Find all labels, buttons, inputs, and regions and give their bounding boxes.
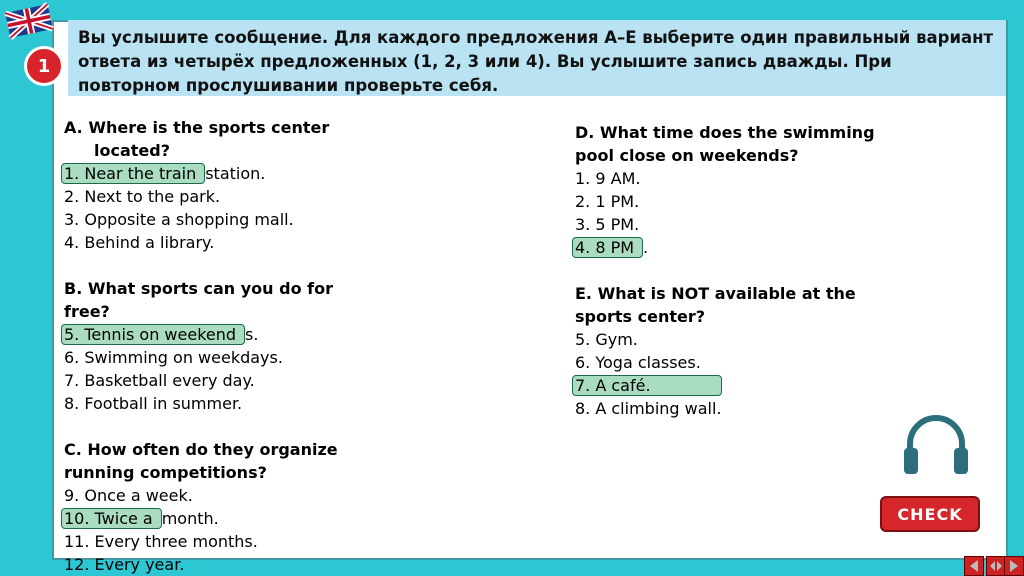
arrow-left-icon bbox=[967, 559, 981, 573]
question-d bbox=[575, 121, 875, 259]
selected-answer-highlight: 10. Twice a bbox=[61, 508, 162, 529]
option-d3[interactable]: 3. 5 PM. bbox=[575, 215, 640, 234]
check-button[interactable]: CHECK bbox=[880, 496, 980, 532]
option-c12[interactable]: 12. Every year. bbox=[64, 555, 185, 574]
option-d4[interactable]: 4. 8 PM . bbox=[575, 236, 875, 259]
option-c10[interactable]: 10. Twice amonth. bbox=[64, 507, 338, 530]
question-a-title: A. Where is the sports center bbox=[64, 118, 330, 137]
question-c-title: C. How often do they organize bbox=[64, 440, 338, 459]
option-c11[interactable]: 11. Every three months. bbox=[64, 532, 258, 551]
question-d-title: D. What time does the swimming bbox=[575, 123, 875, 142]
question-e-title: E. What is NOT available at the bbox=[575, 284, 856, 303]
question-a bbox=[64, 116, 329, 254]
option-a1[interactable]: 1. Near the trainstation. bbox=[64, 162, 329, 185]
nav-home-button[interactable] bbox=[986, 556, 1006, 576]
task-number-badge: 1 bbox=[24, 46, 64, 86]
option-a4[interactable]: 4. Behind a library. bbox=[64, 233, 215, 252]
option-b7[interactable]: 7. Basketball every day. bbox=[64, 371, 255, 390]
option-b8[interactable]: 8. Football in summer. bbox=[64, 394, 243, 413]
option-c9[interactable]: 9. Once a week. bbox=[64, 486, 193, 505]
option-e6[interactable]: 6. Yoga classes. bbox=[575, 353, 701, 372]
nav-next-button[interactable] bbox=[1004, 556, 1024, 576]
option-e8[interactable]: 8. A climbing wall. bbox=[575, 399, 722, 418]
headphones-icon[interactable] bbox=[900, 414, 972, 476]
option-a2[interactable]: 2. Next to the park. bbox=[64, 187, 221, 206]
option-e7[interactable] bbox=[575, 374, 856, 397]
option-b6[interactable]: 6. Swimming on weekdays. bbox=[64, 348, 283, 367]
option-e5[interactable]: 5. Gym. bbox=[575, 330, 638, 349]
selected-answer-highlight: 7. A café. bbox=[572, 375, 722, 396]
selected-answer-highlight: 5. Tennis on weekend bbox=[61, 324, 245, 345]
question-b-title: B. What sports can you do for bbox=[64, 279, 333, 298]
question-b bbox=[64, 277, 333, 415]
selected-answer-highlight: 1. Near the train bbox=[61, 163, 205, 184]
selected-answer-highlight: 4. 8 PM bbox=[572, 237, 643, 258]
option-d1[interactable]: 1. 9 AM. bbox=[575, 169, 641, 188]
nav-prev-button[interactable] bbox=[964, 556, 984, 576]
instruction-text: Вы услышите сообщение. Для каждого предложения А–Е выберите один правильный вариант ответа из четырёх предложенных (1, 2, 3 или 4). Вы услышите запись дважды. При повторном прослушивании проверьте себя. bbox=[68, 20, 1006, 96]
question-e-title-cont: sports center? bbox=[575, 307, 705, 326]
option-d2[interactable]: 2. 1 PM. bbox=[575, 192, 640, 211]
question-c-title-cont: running competitions? bbox=[64, 463, 267, 482]
option-a3[interactable]: 3. Opposite a shopping mall. bbox=[64, 210, 294, 229]
question-d-title-cont: pool close on weekends? bbox=[575, 146, 799, 165]
question-e bbox=[575, 282, 856, 420]
option-b5[interactable]: 5. Tennis on weekend s. bbox=[64, 323, 333, 346]
arrow-left-right-icon bbox=[989, 559, 1003, 573]
uk-flag-icon bbox=[2, 2, 56, 40]
question-a-title-cont: located? bbox=[94, 141, 170, 160]
arrow-right-icon bbox=[1007, 559, 1021, 573]
question-b-title-cont: free? bbox=[64, 302, 110, 321]
question-c bbox=[64, 438, 338, 576]
